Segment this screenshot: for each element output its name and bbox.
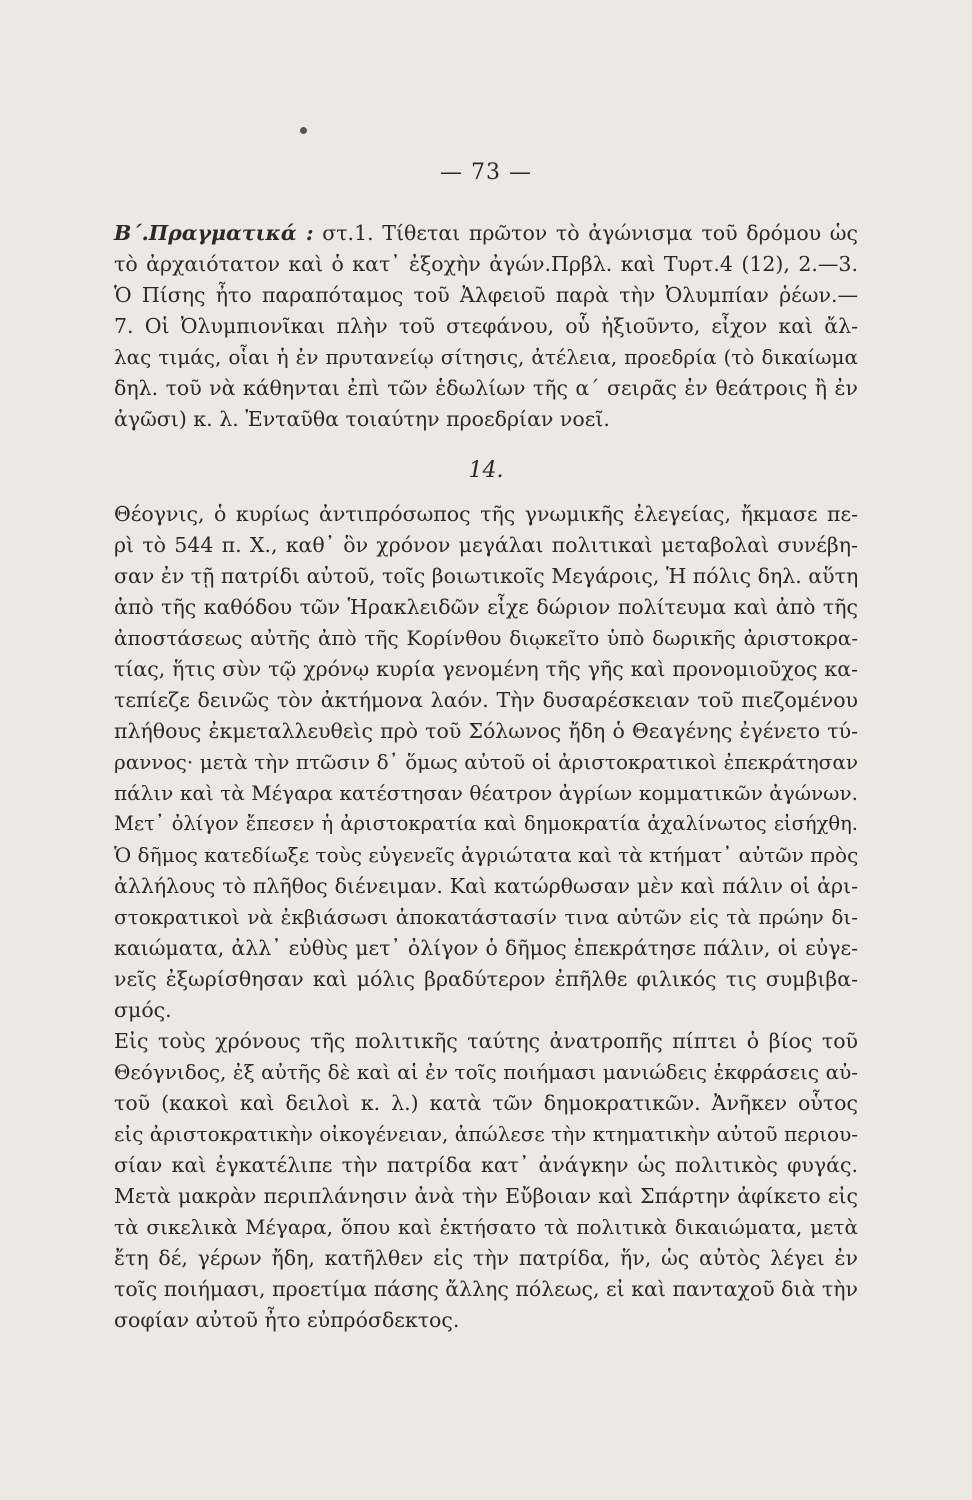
note-line-5: λας τιμάς, οἷαι ἡ ἐν πρυτανείῳ σίτησις, ἀτέλεια, προεδρία (τὸ δικαίωμα xyxy=(114,345,858,369)
p2-line-6: Μετὰ μακρὰν περιπλάνησιν ἀνὰ τὴν Εὔβοιαν καὶ Σπάρτην ἀφίκετο εἰς xyxy=(114,1184,858,1208)
note-line-7: ἀγῶσι) κ. λ. Ἐνταῦθα τοιαύτην προεδρίαν νοεῖ. xyxy=(114,407,610,431)
p2-line-1: Εἰς τοὺς χρόνους τῆς πολιτικῆς ταύτης ἀνατροπῆς πίπτει ὁ βίος τοῦ xyxy=(114,1029,858,1053)
p2-line-9: τοῖς ποιήμασι, προετίμα πάσης ἄλλης πόλεως, εἰ καὶ πανταχοῦ διὰ τὴν xyxy=(114,1277,858,1301)
note-line-6: δηλ. τοῦ νὰ κάθηνται ἐπὶ τῶν ἑδωλίων τῆς α΄ σειρᾶς ἐν θεάτροις ἢ ἐν xyxy=(114,376,858,400)
p1-line-4: ἀπὸ τῆς καθόδου τῶν Ἡρακλειδῶν εἶχε δώριον πολίτευμα καὶ ἀπὸ τῆς xyxy=(114,595,858,619)
p1-line-2: ρὶ τὸ 544 π. Χ., καθ᾿ ὃν χρόνον μεγάλαι πολιτικαὶ μεταβολαὶ συνέβη- xyxy=(114,533,858,557)
p1-line-1: Θέογνις, ὁ κυρίως ἀντιπρόσωπος τῆς γνωμικῆς ἐλεγείας, ἤκμασε πε- xyxy=(114,502,858,526)
p2-line-7: τὰ σικελικὰ Μέγαρα, ὅπου καὶ ἐκτήσατο τὰ πολιτικὰ δικαιώματα, μετὰ xyxy=(114,1215,858,1239)
p1-line-3: σαν ἐν τῇ πατρίδι αὐτοῦ, τοῖς βοιωτικοῖς Μεγάροις, Ἡ πόλις δηλ. αὕτη xyxy=(114,564,859,588)
p1-line-17: σμός. xyxy=(114,998,172,1022)
p2-line-10: σοφίαν αὐτοῦ ἦτο εὐπρόσδεκτος. xyxy=(114,1308,460,1332)
p1-line-8: πλήθους ἐκμεταλλευθεὶς πρὸ τοῦ Σόλωνος ἤδη ὁ Θεαγένης ἐγένετο τύ- xyxy=(114,719,858,743)
section-number: 14. xyxy=(468,458,504,483)
p1-line-11: Μετ᾿ ὀλίγον ἔπεσεν ἡ ἀριστοκρατία καὶ δημοκρατία ἀχαλίνωτος εἰσήχθη. xyxy=(114,812,858,835)
p1-line-15: καιώματα, ἀλλ᾿ εὐθὺς μετ᾿ ὀλίγον ὁ δῆμος ἐπεκράτησε πάλιν, οἱ εὐγε- xyxy=(114,936,858,960)
note-line-3: Ὁ Πίσης ἦτο παραπόταμος τοῦ Ἀλφειοῦ παρὰ τὴν Ὀλυμπίαν ῥέων.— xyxy=(114,283,858,307)
note-line-2: τὸ ἀρχαιότατον καὶ ὁ κατ᾿ ἐξοχὴν ἀγών.Πρβλ. καὶ Τυρτ.4 (12), 2.—3. xyxy=(114,252,858,276)
p2-line-2: Θεόγνιδος, ἐξ αὐτῆς δὲ καὶ αἱ ἐν τοῖς ποιήμασι μανιώδεις ἐκφράσεις αὐ- xyxy=(114,1060,858,1084)
p1-line-5: ἀποστάσεως αὐτῆς ἀπὸ τῆς Κορίνθου διῳκεῖτο ὑπὸ δωρικῆς ἀριστοκρα- xyxy=(114,626,858,650)
note-label: Β΄.Πραγματικά : xyxy=(114,221,314,245)
p1-line-10: πάλιν καὶ τὰ Μέγαρα κατέστησαν θέατρον ἀγρίων κομματικῶν ἀγώνων. xyxy=(114,781,858,805)
p2-line-8: ἔτη δέ, γέρων ἤδη, κατῆλθεν εἰς τὴν πατρίδα, ἥν, ὡς αὐτὸς λέγει ἐν xyxy=(114,1246,858,1270)
page-number: — 73 — xyxy=(440,160,532,185)
note-line-1: Β΄.Πραγματικά : στ.1. Τίθεται πρῶτον τὸ ἀγώνισμα τοῦ δρόμου ὡς xyxy=(114,221,858,245)
ink-dot xyxy=(300,127,307,134)
p2-line-3: τοῦ (κακοὶ καὶ δειλοὶ κ. λ.) κατὰ τῶν δημοκρατικῶν. Ἀνῆκεν οὗτος xyxy=(114,1091,858,1115)
p1-line-7: τεπίεζε δεινῶς τὸν ἀκτήμονα λαόν. Τὴν δυσαρέσκειαν τοῦ πιεζομένου xyxy=(114,688,858,712)
p1-line-12: Ὁ δῆμος κατεδίωξε τοὺς εὐγενεῖς ἀγριώτατα καὶ τὰ κτήματ᾿ αὐτῶν πρὸς xyxy=(114,843,859,867)
p1-line-16: νεῖς ἐξωρίσθησαν καὶ μόλις βραδύτερον ἐπῆλθε φιλικός τις συμβιβα- xyxy=(114,967,858,991)
p1-line-6: τίας, ἥτις σὺν τῷ χρόνῳ κυρία γενομένη τῆς γῆς καὶ προνομιοῦχος κα- xyxy=(114,657,858,681)
p2-line-4: εἰς ἀριστοκρατικὴν οἰκογένειαν, ἀπώλεσε τὴν κτηματικὴν αὐτοῦ περιου- xyxy=(114,1122,859,1146)
p2-line-5: σίαν καὶ ἐγκατέλιπε τὴν πατρίδα κατ᾿ ἀνάγκην ὡς πολιτικὸς φυγάς. xyxy=(114,1153,858,1177)
note-line-4: 7. Οἱ Ὀλυμπιονῖκαι πλὴν τοῦ στεφάνου, οὗ ἠξιοῦντο, εἶχον καὶ ἄλ- xyxy=(114,314,858,338)
p1-line-13: ἀλλήλους τὸ πλῆθος διένειμαν. Καὶ κατώρθωσαν μὲν καὶ πάλιν οἱ ἀρι- xyxy=(114,874,858,898)
p1-line-9: ραννος· μετὰ τὴν πτῶσιν δ᾿ ὅμως αὐτοῦ οἱ ἀριστοκρατικοὶ ἐπεκράτησαν xyxy=(114,750,858,774)
p1-line-14: στοκρατικοὶ νὰ ἐκβιάσωσι ἀποκατάστασίν τινα αὐτῶν εἰς τὰ πρώην δι- xyxy=(114,905,858,929)
